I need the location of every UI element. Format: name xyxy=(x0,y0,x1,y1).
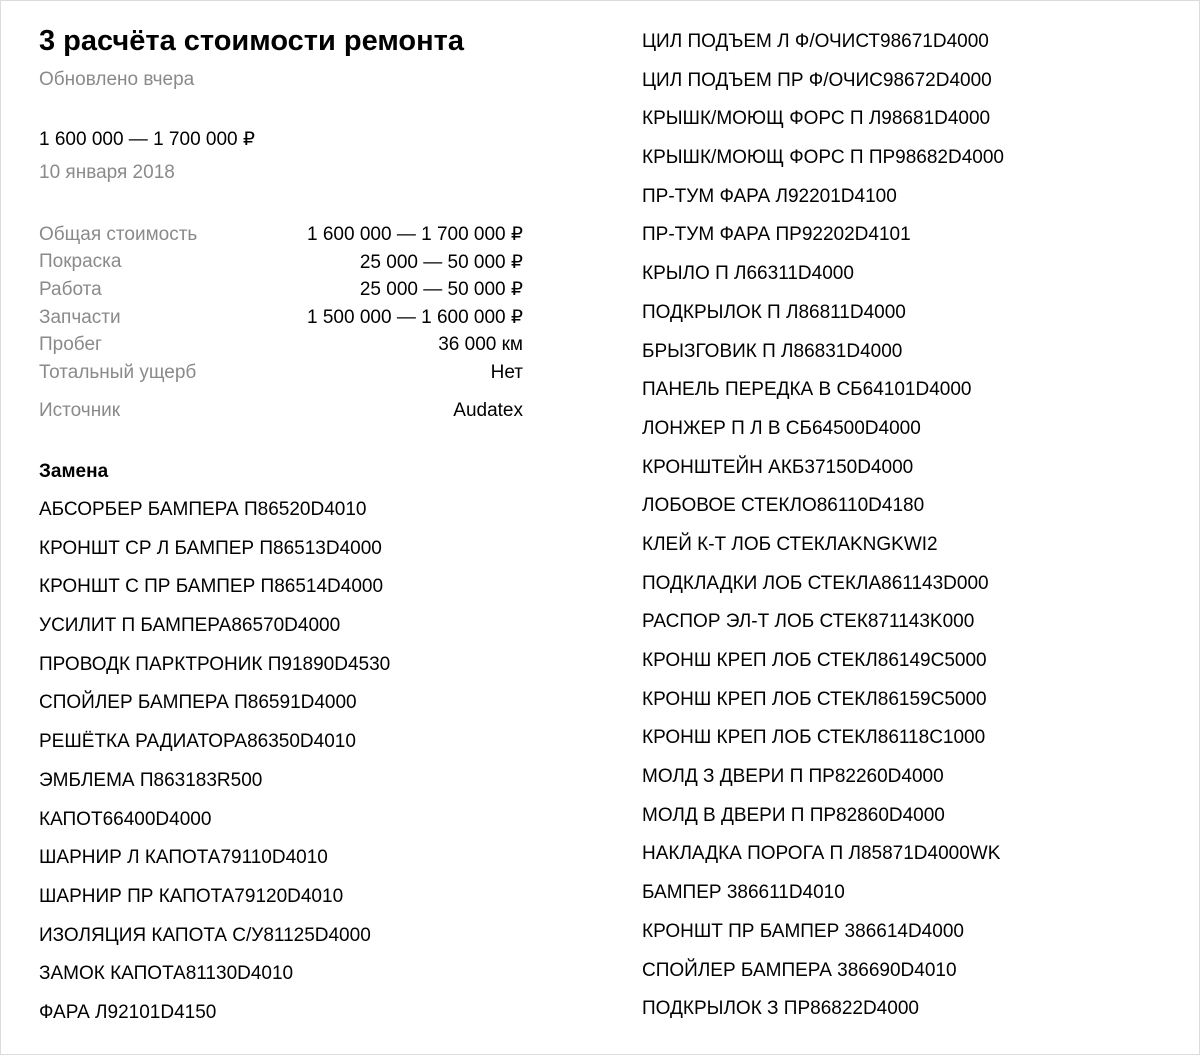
detail-label: Тотальный ущерб xyxy=(39,361,197,383)
replacement-item: НАКЛАДКА ПОРОГА П Л85871D4000WK xyxy=(642,843,1001,865)
replacement-item: ПОДКРЫЛОК П Л86811D4000 xyxy=(642,301,906,323)
estimate-date: 10 января 2018 xyxy=(39,162,175,183)
detail-label: Источник xyxy=(39,400,121,422)
replacement-item: ЗАМОК КАПОТА81130D4010 xyxy=(39,963,294,985)
detail-row-total xyxy=(39,221,523,249)
replacement-item: КРЫШК/МОЮЩ ФОРС П Л98681D4000 xyxy=(642,108,991,130)
replacement-item: КРОНШТ С ПР БАМПЕР П86514D4000 xyxy=(39,576,384,598)
replacement-item: ПАНЕЛЬ ПЕРЕДКА В СБ64101D4000 xyxy=(642,379,972,401)
detail-row-source xyxy=(39,398,523,426)
detail-value: 1 600 000 — 1 700 000 ₽ xyxy=(307,224,523,246)
replacement-item: СПОЙЛЕР БАМПЕРА П86591D4000 xyxy=(39,692,357,714)
detail-value: Нет xyxy=(490,361,523,383)
replacement-item: МОЛД З ДВЕРИ П ПР82260D4000 xyxy=(642,766,944,788)
replacement-item: КРЫЛО П Л66311D4000 xyxy=(642,263,854,285)
price-range: 1 600 000 — 1 700 000 ₽ xyxy=(39,129,255,150)
replacement-item: ЦИЛ ПОДЪЕМ ПР Ф/ОЧИС98672D4000 xyxy=(642,69,992,91)
replacement-item: ЭМБЛЕМА П863183R500 xyxy=(39,769,263,791)
updated-label: Обновлено вчера xyxy=(39,69,195,90)
detail-row-paint xyxy=(39,249,523,277)
detail-row-total-loss xyxy=(39,359,523,387)
replacement-item: КРЫШК/МОЮЩ ФОРС П ПР98682D4000 xyxy=(642,147,1004,169)
replacement-item: СПОЙЛЕР БАМПЕРА 386690D4010 xyxy=(642,959,957,981)
replacement-item: КРОНШТ СР Л БАМПЕР П86513D4000 xyxy=(39,537,382,559)
replacement-item: КРОНШ КРЕП ЛОБ СТЕКЛ86118C1000 xyxy=(642,727,986,749)
replacement-item: ФАРА Л92101D4150 xyxy=(39,1001,217,1023)
replacement-heading: Замена xyxy=(39,461,109,482)
replacement-item: КАПОТ66400D4000 xyxy=(39,808,212,830)
replacement-item: КРОНШ КРЕП ЛОБ СТЕКЛ86149C5000 xyxy=(642,650,987,671)
detail-value: 25 000 — 50 000 ₽ xyxy=(359,279,523,301)
detail-label: Покраска xyxy=(39,251,122,273)
replacement-item: ЛОБОВОЕ СТЕКЛО86110D4180 xyxy=(642,495,925,517)
replacement-item: БАМПЕР 386611D4010 xyxy=(642,882,845,904)
replacement-item: ШАРНИР Л КАПОТА79110D4010 xyxy=(39,847,328,869)
replacement-item: КРОНШ КРЕП ЛОБ СТЕКЛ86159C5000 xyxy=(642,688,987,710)
replacement-item: КРОНШТ ПР БАМПЕР 386614D4000 xyxy=(642,920,964,942)
replacement-item: ПР-ТУМ ФАРА Л92201D4100 xyxy=(642,185,897,207)
replacement-item: БРЫЗГОВИК П Л86831D4000 xyxy=(642,340,903,362)
detail-label: Работа xyxy=(39,278,102,300)
replacement-item: УСИЛИТ П БАМПЕРА86570D4000 xyxy=(39,615,341,637)
detail-row-mileage xyxy=(39,331,523,359)
replacement-list-right xyxy=(642,23,1004,1029)
replacement-item: МОЛД В ДВЕРИ П ПР82860D4000 xyxy=(642,804,945,826)
detail-label: Запчасти xyxy=(39,306,121,328)
page-title: 3 расчёта стоимости ремонта xyxy=(39,25,464,57)
replacement-item: ИЗОЛЯЦИЯ КАПОТА С/У81125D4000 xyxy=(39,924,371,946)
replacement-item: ШАРНИР ПР КАПОТА79120D4010 xyxy=(39,885,344,907)
replacement-item: ЦИЛ ПОДЪЕМ Л Ф/ОЧИСТ98671D4000 xyxy=(642,31,989,52)
replacement-item: КЛЕЙ К-Т ЛОБ СТЕКЛАKNGKWI2 xyxy=(642,533,938,555)
replacement-list-left xyxy=(39,491,390,1033)
replacement-item: КРОНШТЕЙН АКБ37150D4000 xyxy=(642,456,914,478)
detail-value: 36 000 км xyxy=(438,334,523,356)
detail-label: Общая стоимость xyxy=(39,223,198,245)
replacement-item: ЛОНЖЕР П Л В СБ64500D4000 xyxy=(642,417,921,439)
replacement-item: РЕШЁТКА РАДИАТОРА86350D4010 xyxy=(39,731,356,753)
replacement-item: ПР-ТУМ ФАРА ПР92202D4101 xyxy=(642,224,911,246)
details-list xyxy=(39,221,523,425)
detail-value: 1 500 000 — 1 600 000 ₽ xyxy=(307,307,523,329)
replacement-item: РАСПОР ЭЛ-Т ЛОБ СТЕК871143K000 xyxy=(642,611,975,633)
detail-row-labor xyxy=(39,276,523,304)
replacement-item: ПРОВОДК ПАРКТРОНИК П91890D4530 xyxy=(39,653,391,675)
detail-label: Пробег xyxy=(39,334,102,356)
replacement-item: ПОДКЛАДКИ ЛОБ СТЕКЛА861143D000 xyxy=(642,572,989,594)
replacement-item: ПОДКРЫЛОК З ПР86822D4000 xyxy=(642,998,919,1020)
detail-row-parts xyxy=(39,304,523,332)
detail-value: 25 000 — 50 000 ₽ xyxy=(359,251,523,273)
detail-value: Audatex xyxy=(453,400,523,422)
replacement-item: АБСОРБЕР БАМПЕРА П86520D4010 xyxy=(39,499,367,520)
